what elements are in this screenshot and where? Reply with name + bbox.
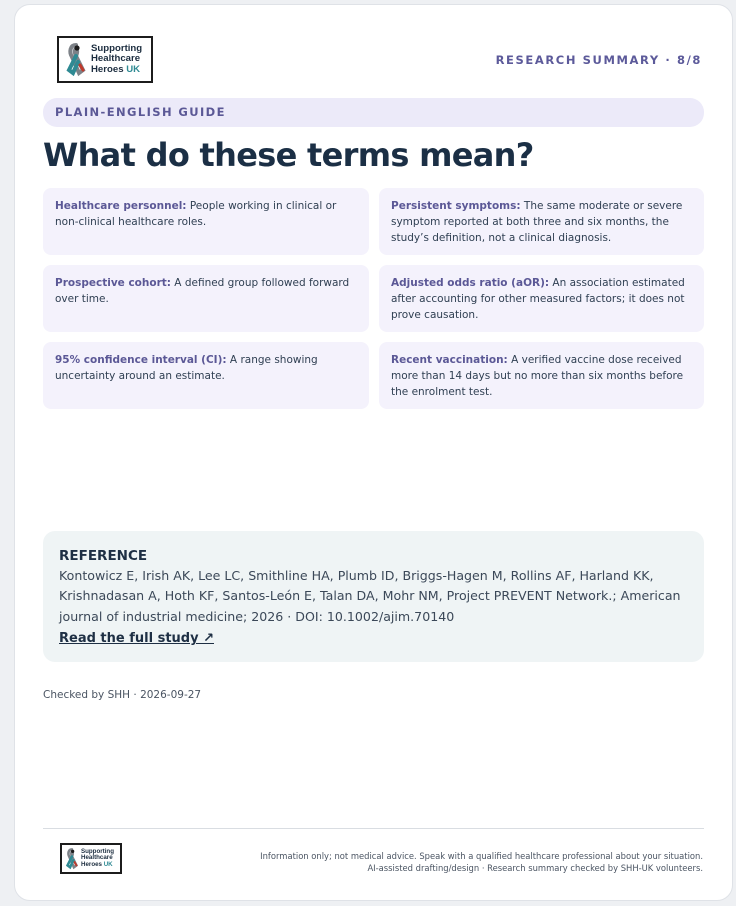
glossary-definition: People working in clinical or non-clinical healthcare roles.: [55, 200, 337, 228]
logo-line: Healthcare: [81, 854, 113, 862]
reference-heading: REFERENCE: [59, 548, 148, 564]
glossary-card: [43, 342, 369, 409]
checked-by-note: Checked by SHH · 2026-09-27: [43, 689, 202, 701]
brand-logo: [57, 36, 153, 83]
glossary-term: Persistent symptoms:: [391, 200, 521, 212]
glossary-card: [379, 188, 704, 255]
reference-box: [43, 531, 704, 662]
glossary-term: Prospective cohort:: [55, 277, 171, 289]
glossary-term: Healthcare personnel:: [55, 200, 187, 212]
section-label: PLAIN-ENGLISH GUIDE: [43, 98, 704, 127]
glossary-definition: A range showing uncertainty around an estimate.: [55, 354, 318, 382]
glossary-card: [379, 265, 704, 332]
disclaimer-line: AI-assisted drafting/design · Research summary checked by SHH-UK volunteers.: [367, 863, 703, 874]
glossary-definition: A defined group followed forward over time.: [55, 277, 350, 305]
reference-citation: Kontowicz E, Irish AK, Lee LC, Smithline HA, Plumb ID, Briggs-Hagen M, Rollins AF, Harland KK, Krishnadasan A, Hoth KF, Santos-León E, Talan DA, Mohr NM, Project PREVENT Network.; American journal of industrial medicine; 2026 · DOI: 10.1002/ajim.70140: [59, 567, 681, 624]
awareness-ribbon-icon: [65, 43, 87, 77]
document-page: [14, 4, 733, 901]
logo-suffix: UK: [126, 63, 141, 75]
glossary-card: [43, 188, 369, 255]
glossary-card: [43, 265, 369, 332]
logo-suffix: UK: [103, 860, 113, 868]
page-label: RESEARCH SUMMARY · 8/8: [495, 53, 702, 67]
glossary-term: 95% confidence interval (CI):: [55, 354, 227, 366]
awareness-ribbon-icon: [65, 848, 79, 870]
page-title: What do these terms mean?: [43, 136, 534, 174]
logo-line: Healthcare: [91, 53, 141, 65]
glossary-definition: An association estimated after accounting for other measured factors; it does not prove causation.: [391, 277, 685, 321]
logo-line: Supporting: [91, 43, 143, 55]
glossary-definition: A verified vaccine dose received more than 14 days but no more than six months before the enrolment test.: [391, 354, 684, 398]
footer-divider: [43, 828, 704, 829]
logo-line: Heroes: [81, 860, 102, 868]
disclaimer-line: Information only; not medical advice. Speak with a qualified healthcare professional about your situation.: [260, 851, 703, 861]
read-full-study-link[interactable]: Read the full study ↗: [59, 631, 214, 647]
glossary-card: [379, 342, 704, 409]
glossary-definition: The same moderate or severe symptom reported at both three and six months, the study’s definition, not a clinical diagnosis.: [391, 200, 683, 244]
footer-brand-logo: [60, 843, 122, 874]
glossary-term: Adjusted odds ratio (aOR):: [391, 277, 550, 289]
logo-line: Supporting: [81, 847, 114, 855]
logo-line: Heroes: [91, 63, 124, 75]
footer-disclaimer: [260, 850, 703, 874]
glossary-term: Recent vaccination:: [391, 354, 508, 366]
glossary-grid: [43, 188, 704, 409]
